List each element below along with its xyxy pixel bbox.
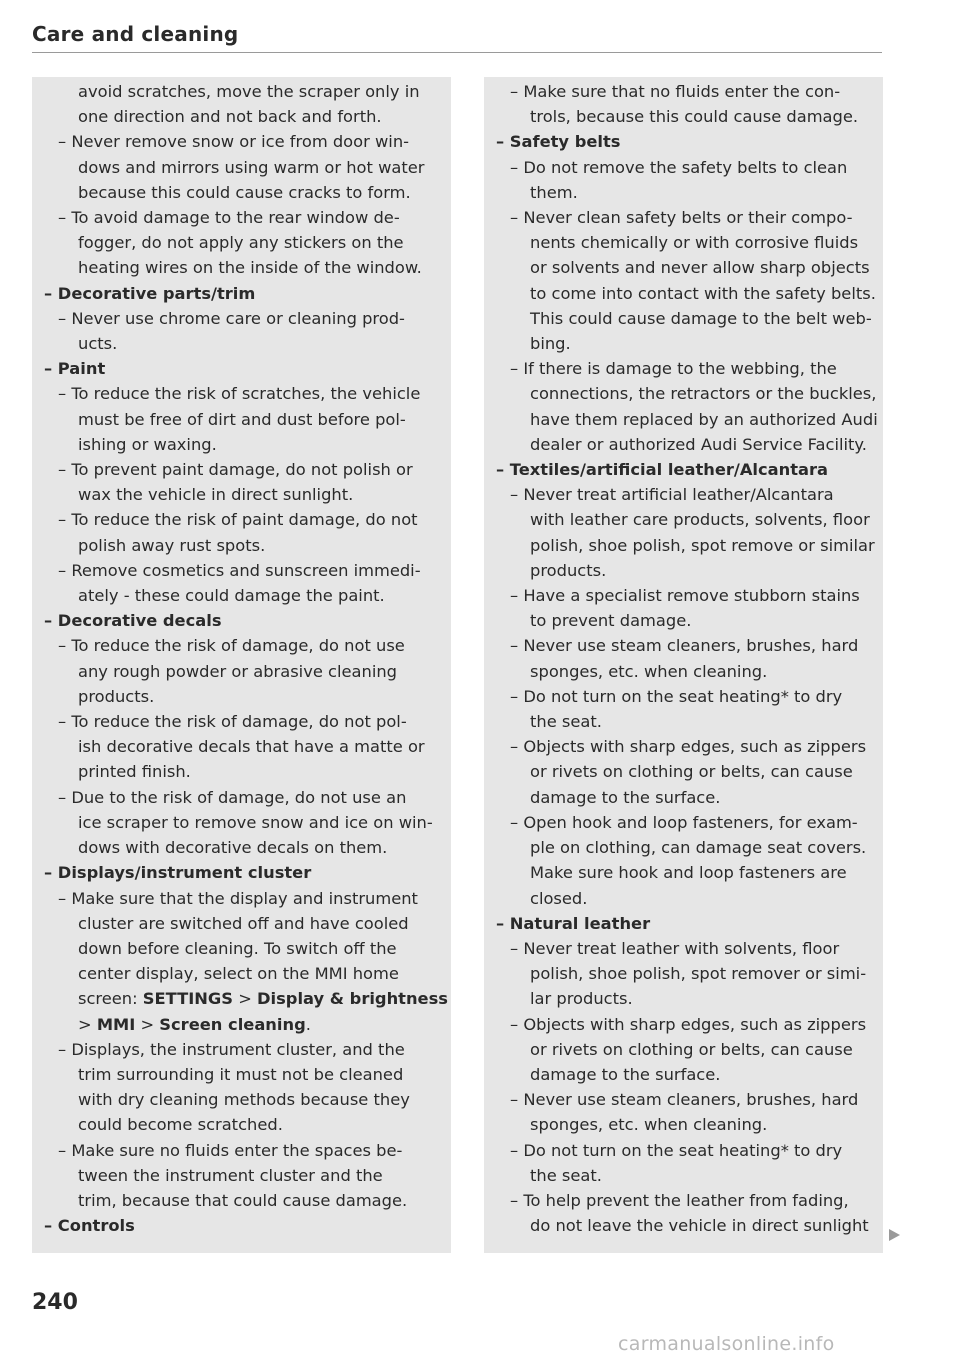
text-line: trim, because that could cause damage. [78,1190,408,1210]
text-line: – Objects with sharp edges, such as zippers [510,1014,867,1034]
text-segment: . [305,1014,311,1034]
text-line: them. [530,182,578,202]
text-line: – Have a specialist remove stubborn stains [510,586,860,606]
section-heading: – Displays/instrument cluster [44,863,312,883]
text-line: – Remove cosmetics and sunscreen immedi- [58,560,421,580]
play-arrow-icon[interactable] [887,1228,901,1242]
section-heading: – Controls [44,1216,135,1236]
section-title: Care and cleaning [32,22,239,46]
text-line: This could cause damage to the belt web- [530,308,872,328]
text-line [44,1012,451,1037]
text-line: or rivets on clothing or belts, can cause [530,762,853,782]
menu-path-segment: SETTINGS [142,989,234,1009]
text-segment: > [233,989,258,1009]
text-line: any rough powder or abrasive cleaning [78,661,397,681]
text-line: must be free of dirt and dust before pol- [78,409,406,429]
text-line: – To reduce the risk of damage, do not use [58,636,405,656]
text-line: – Do not turn on the seat heating* to dry [510,1140,843,1160]
text-line: ple on clothing, can damage seat covers. [530,838,867,858]
text-line: – Do not turn on the seat heating* to dry [510,686,843,706]
watermark: carmanualsonline.info [618,1333,835,1355]
text-line: ucts. [78,334,118,354]
text-line: – To reduce the risk of paint damage, do not [58,510,418,530]
text-line: to come into contact with the safety belts. [530,283,876,303]
text-line: do not leave the vehicle in direct sunlight [530,1216,869,1236]
text-line: with dry cleaning methods because they [78,1090,410,1110]
text-line: – Objects with sharp edges, such as zippers [510,737,867,757]
text-line: sponges, etc. when cleaning. [530,1115,768,1135]
text-line: – Open hook and loop fasteners, for exam- [510,812,858,832]
text-line: wax the vehicle in direct sunlight. [78,485,354,505]
text-line: or solvents and never allow sharp objects [530,258,870,278]
text-line: heating wires on the inside of the window. [78,258,422,278]
text-line: products. [530,560,607,580]
text-line: tween the instrument cluster and the [78,1165,383,1185]
section-heading: – Decorative parts/trim [44,283,256,303]
text-line: the seat. [530,712,602,732]
section-heading: – Textiles/artificial leather/Alcantara [496,460,829,480]
text-line: because this could cause cracks to form. [78,182,411,202]
menu-path-segment: MMI [96,1014,136,1034]
text-line: lar products. [530,989,633,1009]
text-segment: screen: [78,989,143,1009]
text-line: – Never clean safety belts or their compo- [510,208,853,228]
text-line: – To reduce the risk of scratches, the vehicle [58,384,421,404]
text-line: avoid scratches, move the scraper only in [78,82,420,101]
text-line: dows with decorative decals on them. [78,838,388,858]
text-line: ish decorative decals that have a matte or [78,737,425,757]
text-line: – Due to the risk of damage, do not use an [58,787,407,807]
text-line: bing. [530,334,571,354]
text-line: ice scraper to remove snow and ice on win- [78,812,433,832]
text-line [44,986,451,1011]
section-heading: – Safety belts [496,132,621,152]
text-line: down before cleaning. To switch off the [78,938,397,958]
text-segment: > [78,1014,97,1034]
text-line: dows and mirrors using warm or hot water [78,157,425,177]
text-line: Make sure hook and loop fasteners are [530,863,847,883]
menu-path-segment: Screen cleaning [159,1014,306,1034]
text-line: printed finish. [78,762,191,782]
text-line: have them replaced by an authorized Audi [530,409,878,429]
text-line: could become scratched. [78,1115,283,1135]
text-line: – To avoid damage to the rear window de- [58,208,400,228]
text-line: polish, shoe polish, spot remove or similar [530,535,875,555]
text-line: – Never use steam cleaners, brushes, hard [510,1090,859,1110]
text-line: – If there is damage to the webbing, the [510,359,837,379]
text-line: – Make sure that the display and instrument [58,888,418,908]
text-segment: > [135,1014,160,1034]
left-warning-column [32,77,451,1253]
menu-path-segment: Display & brightness [257,989,448,1009]
text-line: – Make sure that no fluids enter the con- [510,82,841,101]
text-line: damage to the surface. [530,1064,721,1084]
text-line: damage to the surface. [530,787,721,807]
text-line: – Never treat leather with solvents, floor [510,938,840,958]
text-line: nents chemically or with corrosive fluids [530,233,859,253]
text-line: dealer or authorized Audi Service Facility. [530,434,867,454]
header-divider [32,52,882,53]
text-line: – Do not remove the safety belts to clean [510,157,848,177]
right-warning-column [484,77,883,1253]
text-line: center display, select on the MMI home [78,964,399,984]
text-line: cluster are switched off and have cooled [78,913,409,933]
text-line: – To help prevent the leather from fading, [510,1190,849,1210]
text-line: to prevent damage. [530,611,692,631]
text-line: with leather care products, solvents, floor [530,510,870,530]
text-line: sponges, etc. when cleaning. [530,661,768,681]
text-line: – Never use chrome care or cleaning prod- [58,308,405,328]
text-line: the seat. [530,1165,602,1185]
text-line: fogger, do not apply any stickers on the [78,233,404,253]
text-line: trols, because this could cause damage. [530,107,859,127]
text-line: polish, shoe polish, spot remover or simi- [530,964,867,984]
text-line: connections, the retractors or the buckles, [530,384,877,404]
text-line: products. [78,686,155,706]
section-heading: – Paint [44,359,106,379]
text-line: polish away rust spots. [78,535,266,555]
text-line: ishing or waxing. [78,434,217,454]
page-number: 240 [32,1290,78,1315]
text-line: trim surrounding it must not be cleaned [78,1064,404,1084]
text-line: or rivets on clothing or belts, can cause [530,1039,853,1059]
text-line: – To prevent paint damage, do not polish or [58,460,413,480]
text-line: – Never treat artificial leather/Alcantara [510,485,834,505]
text-line: closed. [530,888,588,908]
text-line: one direction and not back and forth. [78,107,382,127]
text-line: ately - these could damage the paint. [78,586,385,606]
text-line: – Displays, the instrument cluster, and the [58,1039,405,1059]
text-line: – Never use steam cleaners, brushes, hard [510,636,859,656]
text-line: – To reduce the risk of damage, do not pol- [58,712,407,732]
text-line: – Make sure no fluids enter the spaces be- [58,1140,403,1160]
section-heading: – Natural leather [496,913,651,933]
section-heading: – Decorative decals [44,611,222,631]
text-line: – Never remove snow or ice from door win- [58,132,410,152]
